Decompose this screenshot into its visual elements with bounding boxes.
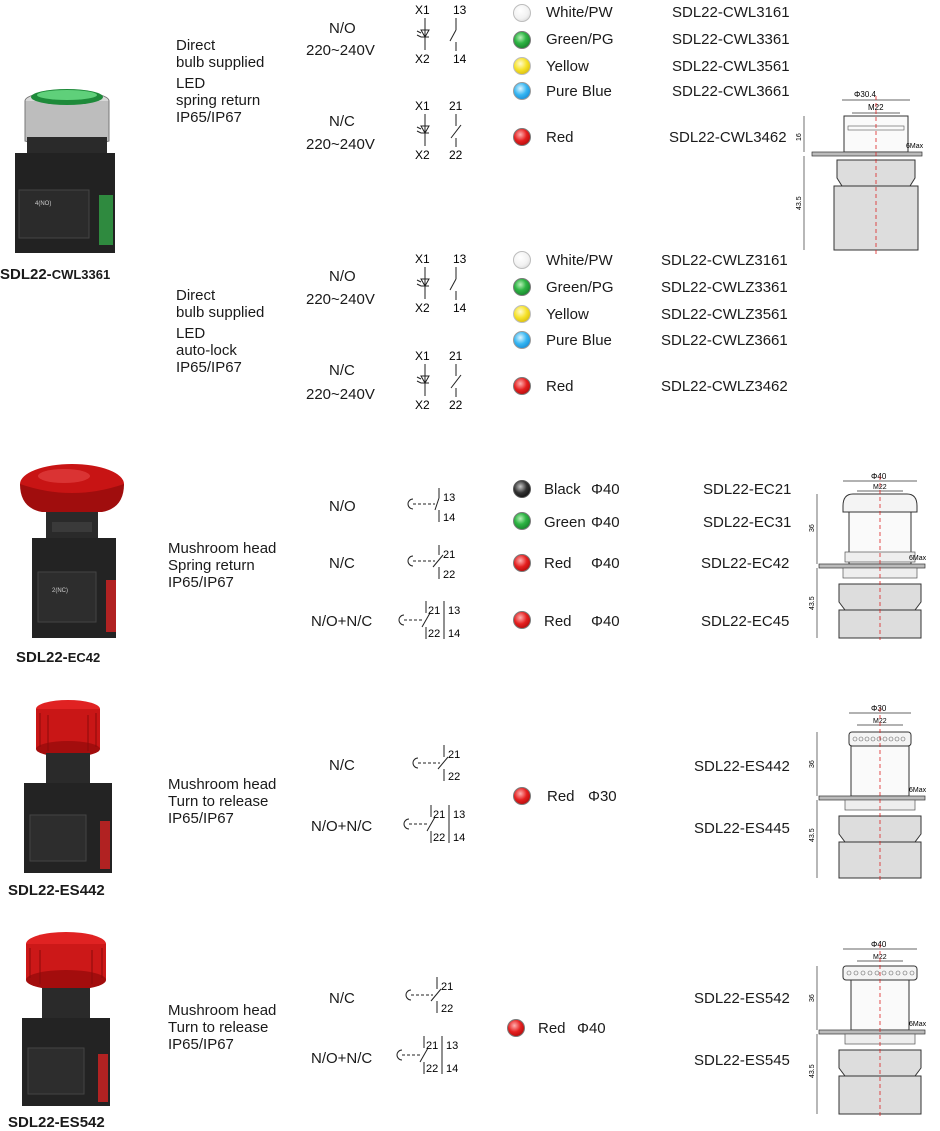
svg-text:21: 21: [443, 549, 456, 561]
part-code: SDL22-EC45: [701, 613, 790, 630]
svg-text:6Max: 6Max: [909, 787, 927, 794]
part-code: SDL22-ES545: [694, 1052, 790, 1069]
svg-text:13: 13: [453, 809, 466, 821]
contact-nc-1: N/C: [329, 113, 355, 130]
color-label: Yellow: [546, 58, 589, 75]
svg-text:21: 21: [428, 605, 441, 617]
part-code: SDL22-EC21: [703, 481, 792, 498]
color-dot-yellow: [513, 305, 531, 323]
svg-text:X2: X2: [415, 398, 430, 412]
svg-text:X1: X1: [415, 100, 430, 113]
svg-text:13: 13: [446, 1040, 459, 1052]
svg-text:22: 22: [449, 148, 463, 162]
voltage-no-1: 220~240V: [306, 42, 375, 59]
color-dot-red: [513, 554, 531, 572]
size-label: Φ40: [591, 555, 620, 572]
svg-text:43.5: 43.5: [809, 596, 816, 610]
term-14: 14: [453, 52, 467, 66]
contact-symbol-nc-es442: [410, 745, 470, 785]
part-code: SDL22-CWL3661: [672, 83, 790, 100]
svg-text:13: 13: [443, 492, 456, 504]
contact-symbol-no-ec: [405, 488, 465, 524]
color-label: White/PW: [546, 252, 613, 269]
color-label: Green: [544, 514, 586, 531]
svg-text:43.5: 43.5: [809, 828, 816, 842]
svg-text:X2: X2: [415, 301, 430, 315]
color-label: White/PW: [546, 4, 613, 21]
part-code: SDL22-CWL3561: [672, 58, 790, 75]
voltage-nc-1: 220~240V: [306, 136, 375, 153]
contact-no-1: N/O: [329, 20, 356, 37]
svg-text:21: 21: [433, 809, 446, 821]
svg-text:M22: M22: [873, 954, 887, 961]
x1-label: X1: [415, 4, 430, 17]
svg-text:21: 21: [449, 100, 463, 113]
product-title-es542: SDL22-ES542: [8, 1114, 105, 1131]
color-label: Green/PG: [546, 279, 614, 296]
x2-label: X2: [415, 52, 430, 66]
voltage-no-2: 220~240V: [306, 291, 375, 308]
color-label: Black: [544, 481, 581, 498]
svg-text:13: 13: [448, 605, 461, 617]
color-dot-yellow: [513, 57, 531, 75]
description-ec: Mushroom head Spring return IP65/IP67: [168, 540, 277, 591]
svg-text:22: 22: [428, 628, 441, 640]
svg-text:14: 14: [443, 512, 456, 524]
description-es442: Mushroom head Turn to release IP65/IP67: [168, 776, 277, 827]
svg-text:X2: X2: [415, 148, 430, 162]
color-label: Red: [546, 378, 574, 395]
part-code: SDL22-CWL3161: [672, 4, 790, 21]
voltage-nc-2: 220~240V: [306, 386, 375, 403]
dimension-drawing-cwl: [792, 86, 937, 256]
contact-symbol-nonc-es542: [396, 1036, 466, 1076]
size-label: Φ40: [591, 481, 620, 498]
dim-h1: 16: [796, 133, 803, 141]
part-code: SDL22-ES442: [694, 758, 790, 775]
description-cwl-1: Direct bulb supplied LED spring return IP65/IP67: [176, 37, 265, 126]
part-code: SDL22-CWLZ3462: [661, 378, 788, 395]
svg-text:M22: M22: [873, 718, 887, 725]
color-label: Green/PG: [546, 31, 614, 48]
svg-text:14: 14: [453, 301, 467, 315]
color-label: Pure Blue: [546, 332, 612, 349]
color-dot-blue: [513, 331, 531, 349]
contact-symbol-nonc-ec: [398, 601, 468, 641]
contact-no-ec: N/O: [329, 498, 356, 515]
color-dot-green: [513, 31, 531, 49]
product-image-ec: [12, 462, 130, 642]
contact-nonc-ec: N/O+N/C: [311, 613, 373, 630]
part-code: SDL22-CWLZ3161: [661, 252, 788, 269]
part-code: SDL22-CWL3462: [669, 129, 787, 146]
description-es542: Mushroom head Turn to release IP65/IP67: [168, 1002, 277, 1053]
color-dot-red: [507, 1019, 525, 1037]
svg-text:22: 22: [426, 1063, 439, 1075]
part-code: SDL22-EC42: [701, 555, 790, 572]
contact-nonc-es542: N/O+N/C: [311, 1050, 373, 1067]
part-code: SDL22-ES542: [694, 990, 790, 1007]
svg-text:14: 14: [446, 1063, 459, 1075]
color-dot-red: [513, 611, 531, 629]
product-image-es442: [18, 697, 118, 875]
svg-text:21: 21: [449, 350, 463, 363]
contact-nonc-es442: N/O+N/C: [311, 818, 373, 835]
part-code: SDL22-CWLZ3661: [661, 332, 788, 349]
svg-text:14: 14: [448, 628, 461, 640]
color-label: Red: [546, 129, 574, 146]
color-label: Red: [544, 613, 572, 630]
dim-phi: Φ30.4: [854, 90, 876, 99]
size-label: Φ30: [588, 788, 617, 805]
svg-text:36: 36: [809, 524, 816, 532]
product-title-es442: SDL22-ES442: [8, 882, 105, 899]
description-cwl-2: Direct bulb supplied LED auto-lock IP65/IP67: [176, 287, 265, 376]
svg-text:21: 21: [448, 749, 461, 761]
dimension-drawing-es442: [805, 700, 935, 882]
dim-h2: 43.5: [796, 196, 803, 210]
led-symbol-nc-1: [415, 100, 471, 162]
contact-nc-2: N/C: [329, 362, 355, 379]
svg-text:6Max: 6Max: [909, 1021, 927, 1028]
size-label: Φ40: [591, 613, 620, 630]
part-code: SDL22-EC31: [703, 514, 792, 531]
svg-text:Φ40: Φ40: [871, 940, 887, 949]
module-nc-text: 2(NC): [52, 588, 68, 594]
dim-max: 6Max: [906, 143, 924, 150]
product-image-es542: [14, 930, 118, 1108]
svg-text:Φ40: Φ40: [871, 472, 887, 481]
color-dot-red: [513, 377, 531, 395]
size-label: Φ40: [591, 514, 620, 531]
svg-text:13: 13: [453, 253, 467, 266]
color-label: Pure Blue: [546, 83, 612, 100]
svg-text:22: 22: [433, 832, 446, 844]
dimension-drawing-ec: [805, 468, 935, 640]
dim-m: M22: [868, 103, 884, 112]
color-dot-red: [513, 128, 531, 146]
contact-symbol-nonc-es442: [403, 805, 473, 845]
color-dot-black: [513, 480, 531, 498]
contact-symbol-nc-ec: [405, 545, 465, 581]
contact-symbol-nc-es542: [403, 977, 463, 1017]
part-code: SDL22-CWLZ3361: [661, 279, 788, 296]
part-code: SDL22-ES445: [694, 820, 790, 837]
product-title-cwl: SDL22-CWL3361: [0, 266, 111, 283]
color-dot-red: [513, 787, 531, 805]
svg-text:Φ30: Φ30: [871, 704, 887, 713]
svg-text:22: 22: [449, 398, 463, 412]
color-label: Red: [547, 788, 575, 805]
color-label: Red: [538, 1020, 566, 1037]
color-label: Yellow: [546, 306, 589, 323]
color-dot-green: [513, 512, 531, 530]
led-symbol-no-2: [415, 253, 471, 315]
size-label: Φ40: [577, 1020, 606, 1037]
color-dot-white: [513, 4, 531, 22]
svg-text:X1: X1: [415, 253, 430, 266]
svg-text:21: 21: [441, 981, 454, 993]
svg-text:43.5: 43.5: [809, 1064, 816, 1078]
svg-text:22: 22: [448, 771, 461, 783]
led-symbol-no-1: [415, 4, 471, 66]
part-code: SDL22-CWLZ3561: [661, 306, 788, 323]
module-no-text: 4(NO): [35, 201, 52, 207]
part-code: SDL22-CWL3361: [672, 31, 790, 48]
color-dot-white: [513, 251, 531, 269]
product-image-cwl: [5, 85, 120, 257]
contact-nc-es542: N/C: [329, 990, 355, 1007]
contact-no-2: N/O: [329, 268, 356, 285]
contact-nc-ec: N/C: [329, 555, 355, 572]
svg-text:22: 22: [441, 1003, 454, 1015]
dimension-drawing-es542: [805, 936, 935, 1118]
svg-text:22: 22: [443, 569, 456, 581]
led-symbol-nc-2: [415, 350, 471, 412]
svg-text:21: 21: [426, 1040, 439, 1052]
product-title-ec: SDL22-EC42: [16, 649, 101, 666]
color-dot-green: [513, 278, 531, 296]
term-13: 13: [453, 4, 467, 17]
svg-text:36: 36: [809, 994, 816, 1002]
svg-text:14: 14: [453, 832, 466, 844]
svg-text:6Max: 6Max: [909, 555, 927, 562]
svg-text:X1: X1: [415, 350, 430, 363]
color-dot-blue: [513, 82, 531, 100]
contact-nc-es442: N/C: [329, 757, 355, 774]
svg-text:M22: M22: [873, 484, 887, 491]
color-label: Red: [544, 555, 572, 572]
svg-text:36: 36: [809, 760, 816, 768]
